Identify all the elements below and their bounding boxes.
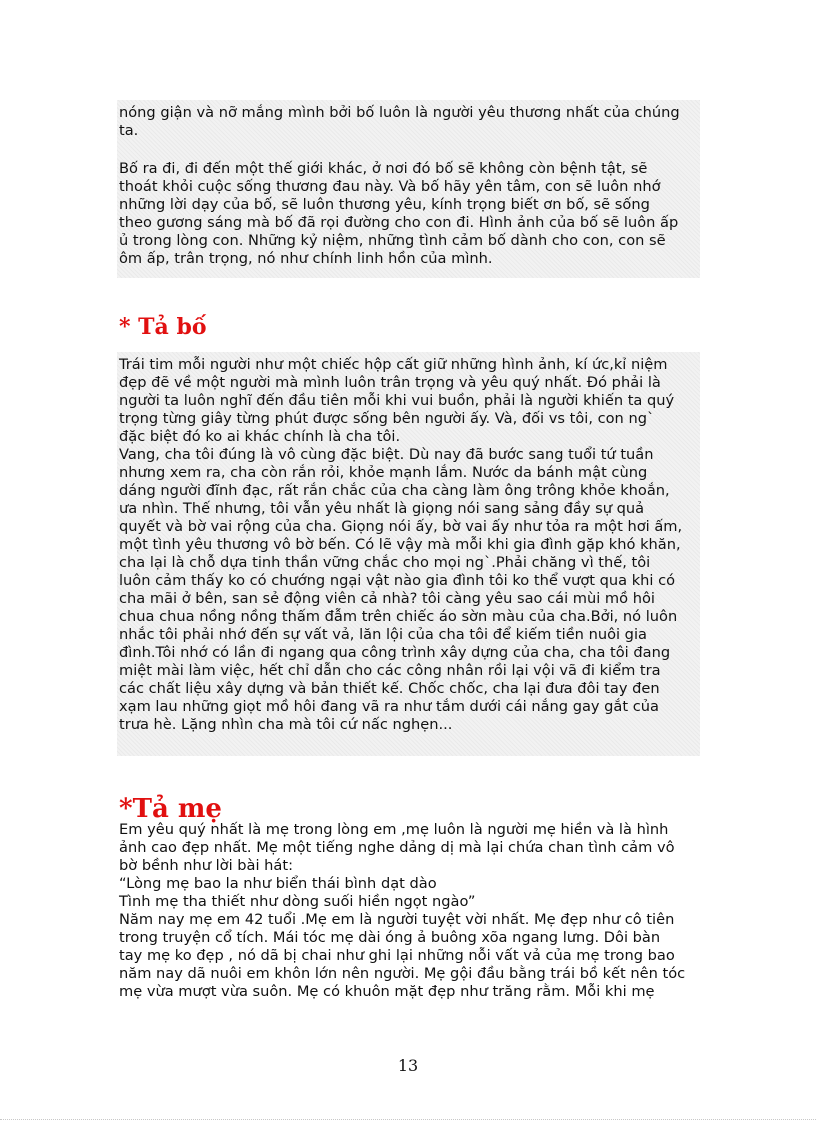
- heading-ta-bo: * Tả bố: [119, 314, 207, 340]
- ta-me-body: Em yêu quý nhất là mẹ trong lòng em ,mẹ luôn là người mẹ hiền và là hình ảnh cao đẹp nhất. Mẹ một tiếng nghe dảng dị mà lại chứa chan tình cảm vô bờ bềnh như lời bài hát: “Lòng mẹ bao la như biển thái bình dạt dào Tình mẹ tha thiết như dòng suối hiền ngọt ngào” Năm nay mẹ em 42 tuổi .Mẹ em là người tuyệt vời nhất. Mẹ đẹp như cô tiên trong truyện cổ tích. Mái tóc mẹ dài óng ả buông xõa ngang lưng. Dôi bàn tay mẹ ko đẹp , nó dã bị chai như ghi lại những nỗi vất vả của mẹ trong bao năm nay dã nuôi em khôn lớn nên người. Mẹ gội đầu bằng trái bồ kết nên tóc mẹ vừa mượt vừa suôn. Mẹ có khuôn mặt đẹp như trăng rằm. Mỗi khi mẹ: [119, 821, 686, 1000]
- intro-paragraph-2: Bố ra đi, đi đến một thế giới khác, ở nơi đó bố sẽ không còn bệnh tật, sẽ thoát khỏi cuộc sống thương đau này. Và bố hãy yên tâm, con sẽ luôn nhớ những lời dạy của bố, sẽ luôn thương yêu, kính trọng biết ơn bố, sẽ sống theo gương sáng mà bố đã rọi đường cho con đi. Hình ảnh của bố sẽ luôn ấp ủ trong lòng con. Những kỷ niệm, những tình cảm bố dành cho con, con sẽ ôm ấp, trân trọng, nó như chính linh hồn của mình.: [119, 160, 679, 267]
- page-bottom-rule: [0, 1119, 816, 1120]
- ta-bo-body: Trái tim mỗi người như một chiếc hộp cất giữ những hình ảnh, kí ức,kỉ niệm đẹp đẽ về một người mà mình luôn trân trọng và yêu quý nhất. Đó phải là người ta luôn nghĩ đến đầu tiên mỗi khi vui buồn, phải là người khiến ta quý trọng từng giây từng phút được sống bên người ấy. Và, đối vs tôi, con ng` đặc biệt đó ko ai khác chính là cha tôi. Vang, cha tôi đúng là vô cùng đặc biệt. Dù nay đã bước sang tuổi tứ tuần nhưng xem ra, cha còn rắn rỏi, khỏe mạnh lắm. Nước da bánh mật cùng dáng người đĩnh đạc, rất rắn chắc của cha càng làm ông trông khỏe khoắn, ưa nhìn. Thế nhưng, tôi vẫn yêu nhất là giọng nói sang sảng đầy sự quả quyết và bờ vai rộng của cha. Giọng nói ấy, bờ vai ấy như tỏa ra một hơi ấm, một tình yêu thương vô bờ bến. Có lẽ vậy mà mỗi khi gia đình gặp khó khăn, cha lại là chỗ dựa tinh thần vững chắc cho mọi ng`.Phải chăng vì thế, tôi luôn cảm thấy ko có chướng ngại vật nào gia đình tôi ko thể vượt qua khi có cha mãi ở bên, san sẻ động viên cả nhà? tôi càng yêu sao cái mùi mồ hôi chua chua nồng nồng thấm đẫm trên chiếc áo sờn màu của cha.Bởi, nó luôn nhắc tôi phải nhớ đến sự vất vả, lăn lội của cha tôi để kiếm tiền nuôi gia đình.Tôi nhớ có lần đi ngang qua công trình xây dựng của cha, cha tôi đang miệt mài làm việc, hết chỉ dẫn cho các công nhân rồi lại vội vã đi kiểm tra các chất liệu xây dựng và bản thiết kế. Chốc chốc, cha lại đưa đôi tay đen xạm lau những giọt mồ hôi đang vã ra như tắm dưới cái nắng gay gắt của trưa hè. Lặng nhìn cha mà tôi cứ nấc nghẹn...: [119, 356, 683, 733]
- intro-paragraph-1: nóng giận và nỡ mắng mình bởi bố luôn là người yêu thương nhất của chúng ta.: [119, 104, 680, 139]
- heading-ta-me: *Tả mẹ: [119, 794, 222, 824]
- page-number: 13: [397, 1056, 419, 1075]
